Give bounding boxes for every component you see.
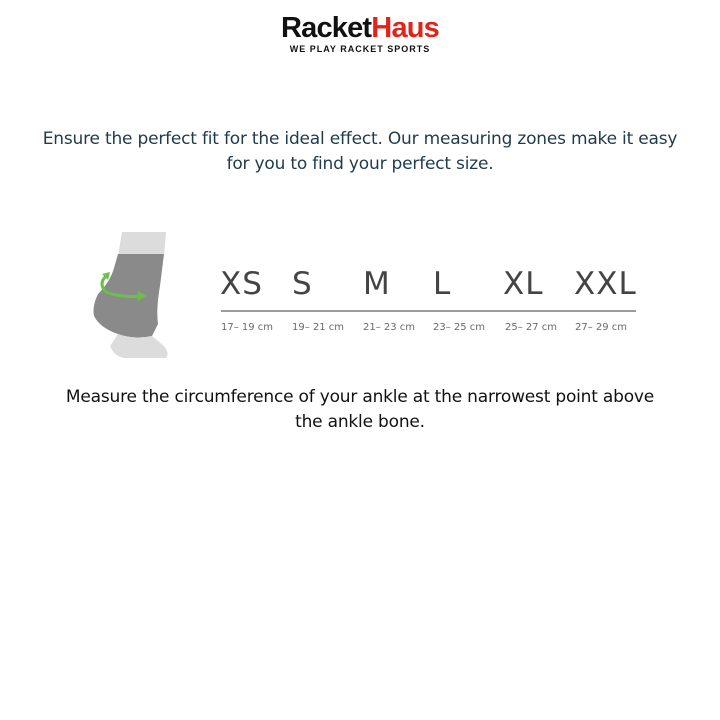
size-range-l: 23– 25 cm <box>433 322 486 333</box>
size-range-xs: 17– 19 cm <box>221 322 274 333</box>
brand-name <box>0 12 720 44</box>
size-chart <box>80 226 650 366</box>
size-label-l: L <box>433 266 452 302</box>
size-label-s: S <box>292 266 313 302</box>
size-label-xs: XS <box>220 266 263 302</box>
brand-name-part-b: Haus <box>371 12 440 44</box>
size-label-xxl: XXL <box>574 266 637 302</box>
brand-logo <box>0 12 720 54</box>
size-divider <box>221 310 636 312</box>
brand-name-part-a: Racket <box>280 12 372 44</box>
size-range-m: 21– 23 cm <box>363 322 416 333</box>
size-label-xl: XL <box>503 266 544 302</box>
brand-tagline: WE PLAY RACKET SPORTS <box>289 44 431 54</box>
ankle-measurement-icon <box>84 228 170 362</box>
size-range-xl: 25– 27 cm <box>505 322 558 333</box>
size-label-m: M <box>363 266 391 302</box>
measurement-instruction: Measure the circumference of your ankle at the narrowest point above the ankle bone. <box>65 387 655 432</box>
intro-text: Ensure the perfect fit for the ideal effect. Our measuring zones make it easy for you to find your perfect size. <box>42 129 678 174</box>
size-range-xxl: 27– 29 cm <box>575 322 628 333</box>
size-range-s: 19– 21 cm <box>292 322 345 333</box>
